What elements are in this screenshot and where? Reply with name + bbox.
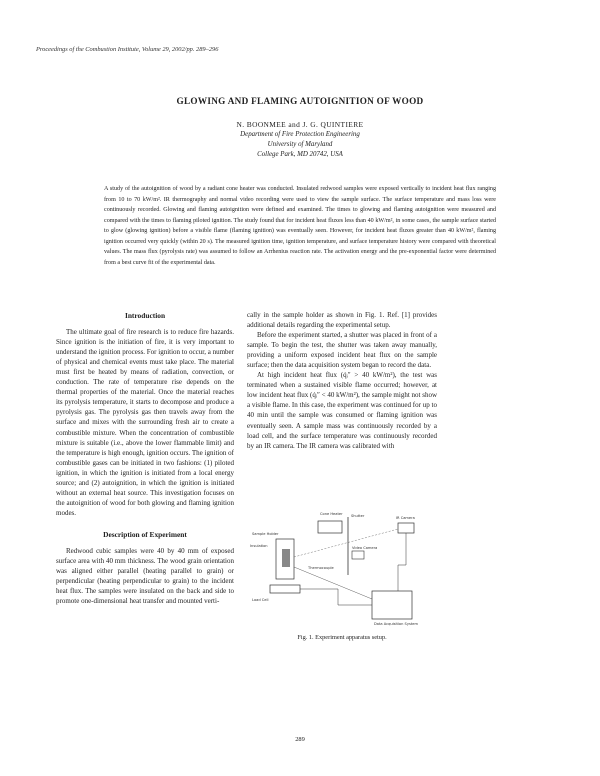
- right-column: [247, 310, 437, 451]
- sample-shape: [282, 549, 290, 567]
- experiment-paragraph: Redwood cubic samples were 40 by 40 mm of exposed surface area with 40 mm thickness. The wood grain orientation was aligned either parallel (heating parallel to grain) or perpendicular (heating perpendicular to grain) to the incident heat flux. The samples were insulated on the back and side to promote one-dimensional heat transfer and mounted verti-: [56, 546, 234, 606]
- authors: N. BOONMEE and J. G. QUINTIERE: [236, 120, 364, 129]
- figure-caption: Fig. 1. Experiment apparatus setup.: [297, 634, 387, 641]
- ir-view-line: [294, 529, 398, 557]
- cone-heater-shape: [318, 521, 342, 533]
- experiment-heading: Description of Experiment: [103, 529, 187, 539]
- label-data-acquisition: Data Acquisition System: [374, 622, 418, 626]
- left-column: [56, 311, 234, 606]
- ir-camera-cable: [398, 533, 406, 591]
- label-load-cell: Load Cell: [252, 598, 269, 602]
- label-video-camera: Video Camera: [352, 546, 378, 550]
- abstract: A study of the autoignition of wood by a radiant cone heater was conducted. Insulated redwood samples were exposed vertically to incident heat flux ranging from 10 to 70 kW/m². IR thermography and normal video recording were used to view the sample surface. The surface temperature and mass loss were continuously recorded. Glowing and flaming autoignition were defined and examined. The times to glowing and flaming autoignition were measured and compared with the times to flaming piloted ignition. The study found that for incident heat fluxes less than 40 kW/m², in some cases, the sample surface started to glow (glowing ignition) before a visible flame (flaming ignition) was eventually seen. However, for incident heat fluxes greater than 40 kW/m², flaming ignition occurred very quickly (within 20 s). The measured ignition time, ignition temperature, and surface temperature history were compared with theoretical values. The mass flux (pyrolysis rate) was assumed to follow an Arrhenius reaction rate. The activation energy and the pre-exponential factor were determined from a best curve fit of the experimental data.: [104, 186, 496, 266]
- right-paragraph-0: cally in the sample holder as shown in Fig. 1. Ref. [1] provides additional details regarding the experimental setup.: [247, 311, 437, 330]
- paper-title: GLOWING AND FLAMING AUTOIGNITION OF WOOD: [176, 96, 424, 106]
- introduction-paragraph: The ultimate goal of fire research is to reduce fire hazards. Since ignition is the initiation of fire, it is very important to understand the ignition process. For ignition to occur, a number of physical and chemical events must take place. The material must first be heated by means of radiation, convection, or conduction. The rate of temperature rise depends on the thermal properties of the material. Once the material reaches its pyrolysis temperature, it starts to decompose and produce a pyrolysis gas. The pyrolysis gas then travels away from the surface and mixes with the surrounding fresh air to create a combustible mixture. When the concentration of combustible mixture is suitable (i.e., above the lower flammable limit) and the temperature is high enough, ignition occurs. The ignition of combustible gases can be initiated in two fashions: (1) piloted ignition, in which the ignition is initiated from a local energy source; and (2) autoignition, in which the ignition is initiated without an external heat source. This investigation focuses on the autoignition of wood for both glowing and flaming ignition modes.: [56, 328, 234, 517]
- introduction-heading: Introduction: [124, 311, 166, 320]
- running-head: Proceedings of the Combustion Institute, Volume 29, 2002/pp. 289–296: [36, 46, 219, 53]
- label-ir-camera: IR Camera: [396, 516, 415, 520]
- data-acquisition-shape: [372, 591, 412, 619]
- label-cone-heater: Cone Heater: [320, 512, 343, 516]
- thermocouple-wire: [294, 567, 372, 599]
- apparatus-figure: [248, 505, 436, 631]
- video-camera-shape: [352, 551, 364, 559]
- affiliation-university: University of Maryland: [267, 141, 333, 148]
- ir-camera-shape: [398, 523, 414, 533]
- label-thermocouple: Thermocouple: [308, 566, 334, 570]
- right-paragraph-2: At high incident heat flux (q̇ᵢ″ > 40 kW/m²), the test was terminated when a sustained visible flame occurred; however, at low incident heat flux (q̇ᵢ″ < 40 kW/m²), the sample might not show a visible flame. In this case, the experiment was continued for up to 40 min until the sample was consumed or flaming ignition was eventually seen. A sample mass was continuously recorded by a load cell, and the surface temperature was continuously recorded by an IR camera. The IR camera was calibrated with: [247, 371, 437, 450]
- affiliation-dept: Department of Fire Protection Engineering: [240, 131, 360, 138]
- label-insulation: Insulation: [250, 544, 268, 548]
- right-paragraph-1: Before the experiment started, a shutter was placed in front of a sample. To begin the test, the shutter was taken away manually, providing a uniform exposed incident heat flux on the sample surface; then the data acquisition system began to record the data.: [247, 331, 437, 370]
- load-cell-shape: [270, 585, 300, 593]
- label-shutter: Shutter: [351, 514, 365, 518]
- affiliation-city: College Park, MD 20742, USA: [257, 151, 343, 158]
- label-sample-holder: Sample Holder: [252, 532, 279, 536]
- load-cell-cable: [300, 589, 372, 605]
- page-number: 289: [295, 736, 305, 743]
